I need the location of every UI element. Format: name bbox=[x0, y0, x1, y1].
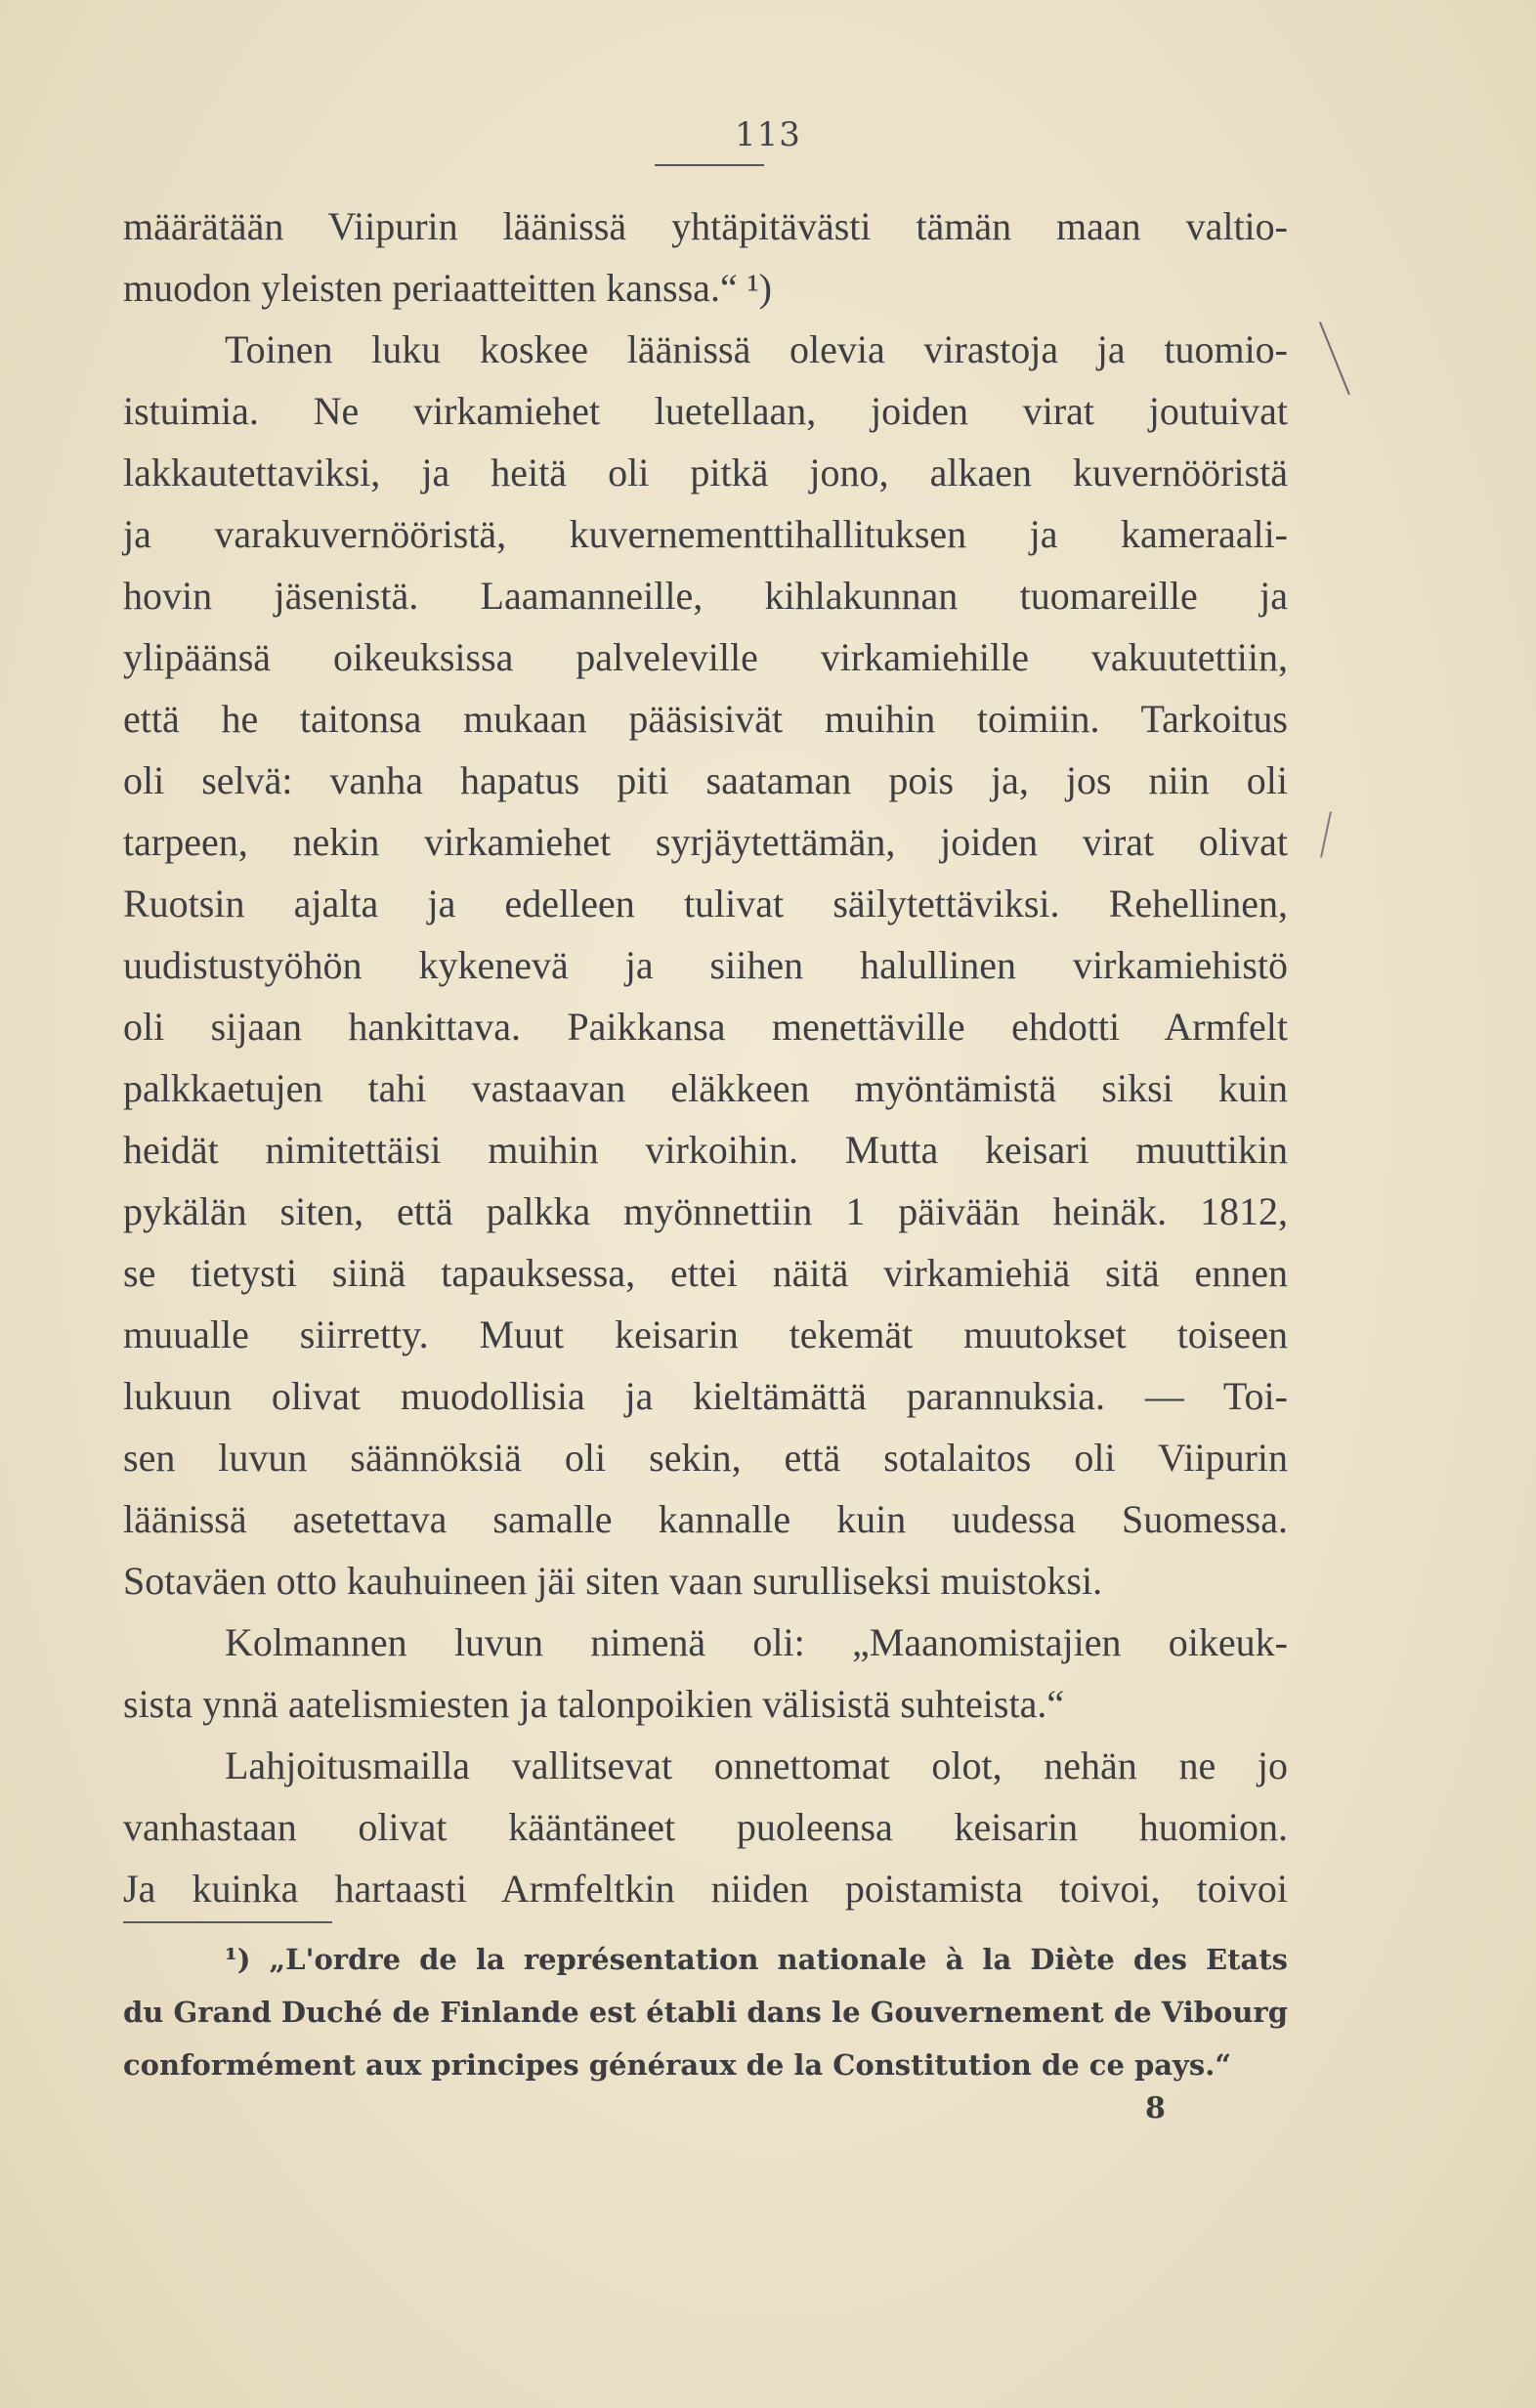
footnotes bbox=[123, 1933, 1288, 2091]
text-line: että he taitonsa mukaan pääsisivät muihin toimiin. Tarkoitus bbox=[123, 697, 1288, 741]
text-line: oli selvä: vanha hapatus piti saataman pois ja, jos niin oli bbox=[123, 758, 1288, 802]
footnote-line: ¹) „L'ordre de la représentation nationale à la Diète des Etats bbox=[225, 1943, 1288, 1976]
text-line: vanhastaan olivat kääntäneet puoleensa keisarin huomion. bbox=[123, 1805, 1288, 1849]
text-line: Ruotsin ajalta ja edelleen tulivat säilytettäviksi. Rehellinen, bbox=[123, 882, 1288, 925]
text-line: pykälän siten, että palkka myönnettiin 1 päivään heinäk. 1812, bbox=[123, 1189, 1288, 1233]
text-line: hovin jäsenistä. Laamanneille, kihlakunnan tuomareille ja bbox=[123, 574, 1288, 618]
text-line: Sotaväen otto kauhuineen jäi siten vaan surulliseksi muistoksi. bbox=[123, 1559, 1103, 1603]
text-line: lukuun olivat muodollisia ja kieltämättä parannuksia. — Toi- bbox=[123, 1374, 1288, 1418]
text-line: oli sijaan hankittava. Paikkansa menettäville ehdotti Armfelt bbox=[123, 1005, 1288, 1049]
text-line: Lahjoitusmailla vallitsevat onnettomat olot, nehän ne jo bbox=[225, 1743, 1288, 1787]
text-line: ja varakuvernööristä, kuvernementtihallituksen ja kameraali- bbox=[123, 512, 1288, 556]
pencil-margin-mark bbox=[1319, 322, 1350, 395]
text-line: määrätään Viipurin läänissä yhtäpitävästi tämän maan valtio- bbox=[123, 204, 1288, 248]
footnote-rule bbox=[123, 1921, 332, 1923]
signature-mark: 8 bbox=[1145, 2091, 1166, 2126]
page-number-rule bbox=[655, 164, 764, 166]
text-line: tarpeen, nekin virkamiehet syrjäytettämän, joiden virat olivat bbox=[123, 820, 1288, 864]
text-line: ylipäänsä oikeuksissa palveleville virkamiehille vakuutettiin, bbox=[123, 635, 1288, 679]
text-line: Kolmannen luvun nimenä oli: „Maanomistajien oikeuk- bbox=[225, 1620, 1288, 1664]
text-line: Ja kuinka hartaasti Armfeltkin niiden poistamista toivoi, toivoi bbox=[123, 1867, 1288, 1911]
text-line: läänissä asetettava samalle kannalle kuin uudessa Suomessa. bbox=[123, 1497, 1288, 1541]
text-line: muodon yleisten periaatteitten kanssa.“ ¹) bbox=[123, 266, 773, 310]
text-line: istuimia. Ne virkamiehet luetellaan, joiden virat joutuivat bbox=[123, 389, 1288, 433]
pencil-margin-mark bbox=[1320, 811, 1332, 857]
body-text bbox=[123, 195, 1288, 1919]
footnote-line: conformément aux principes généraux de la Constitution de ce pays.“ bbox=[123, 2048, 1232, 2082]
text-line: sen luvun säännöksiä oli sekin, että sotalaitos oli Viipurin bbox=[123, 1436, 1288, 1480]
text-line: se tietysti siinä tapauksessa, ettei näitä virkamiehiä sitä ennen bbox=[123, 1251, 1288, 1295]
footnote-line: du Grand Duché de Finlande est établi dans le Gouvernement de Vibourg bbox=[123, 1996, 1288, 2029]
text-line: palkkaetujen tahi vastaavan eläkkeen myöntämistä siksi kuin bbox=[123, 1066, 1288, 1110]
page-number: 113 bbox=[735, 115, 801, 154]
text-line: lakkautettaviksi, ja heitä oli pitkä jono, alkaen kuvernööristä bbox=[123, 451, 1288, 494]
text-line: uudistustyöhön kykenevä ja siihen halullinen virkamiehistö bbox=[123, 943, 1288, 987]
text-line: heidät nimitettäisi muihin virkoihin. Mutta keisari muuttikin bbox=[123, 1128, 1288, 1172]
text-line: sista ynnä aatelismiesten ja talonpoikien välisistä suhteista.“ bbox=[123, 1682, 1065, 1726]
text-line: muualle siirretty. Muut keisarin tekemät muutokset toiseen bbox=[123, 1312, 1288, 1356]
text-line: Toinen luku koskee läänissä olevia virastoja ja tuomio- bbox=[225, 327, 1288, 371]
